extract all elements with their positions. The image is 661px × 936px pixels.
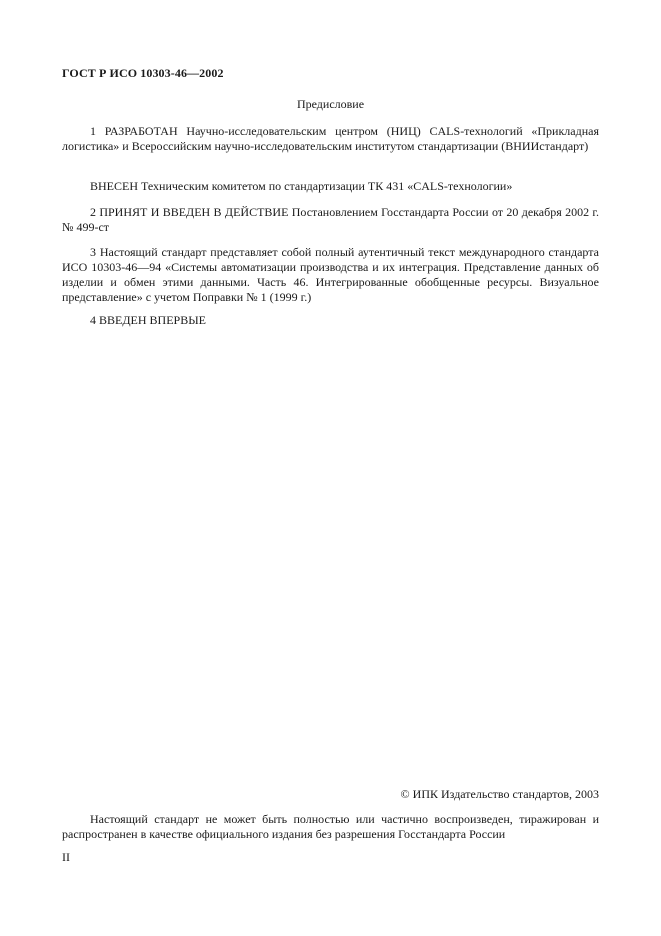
copyright-line: © ИПК Издательство стандартов, 2003 (400, 787, 599, 801)
paragraph-first-introduced (62, 313, 599, 328)
standard-code: ГОСТ Р ИСО 10303-46—2002 (62, 66, 224, 80)
reproduction-notice (62, 812, 599, 842)
paragraph-text: 1 РАЗРАБОТАН Научно-исследовательским центром (НИЦ) CALS-технологий «Прикладная логистика» и Всероссийским научно-исследовательским институтом стандартизации (ВНИИстандарт) (62, 124, 599, 153)
page-number: II (62, 850, 70, 864)
paragraph-introduced-by (62, 179, 599, 194)
section-title: Предисловие (296, 97, 365, 111)
paragraph-authentic-text (62, 245, 599, 305)
reproduction-notice-text: Настоящий стандарт не может быть полностью или частично воспроизведен, тиражирован и распространен в качестве официального издания без разрешения Госстандарта России (62, 812, 599, 841)
paragraph-text: 4 ВВЕДЕН ВПЕРВЫЕ (90, 313, 206, 327)
paragraph-adopted (62, 205, 599, 235)
paragraph-text: 2 ПРИНЯТ И ВВЕДЕН В ДЕЙСТВИЕ Постановлением Госстандарта России от 20 декабря 2002 г. № 499-ст (62, 205, 599, 234)
paragraph-text: 3 Настоящий стандарт представляет собой полный аутентичный текст международного стандарта ИСО 10303-46—94 «Системы автоматизации производства и их интеграция. Представление данных об изделии и обмен этими данными. Часть 46. Интегрированные обобщенные ресурсы. Визуальное представление» с учетом Поправки № 1 (1999 г.) (62, 245, 599, 304)
paragraph-developed-by (62, 124, 599, 154)
paragraph-text: ВНЕСЕН Техническим комитетом по стандартизации ТК 431 «CALS-технологии» (90, 179, 513, 193)
